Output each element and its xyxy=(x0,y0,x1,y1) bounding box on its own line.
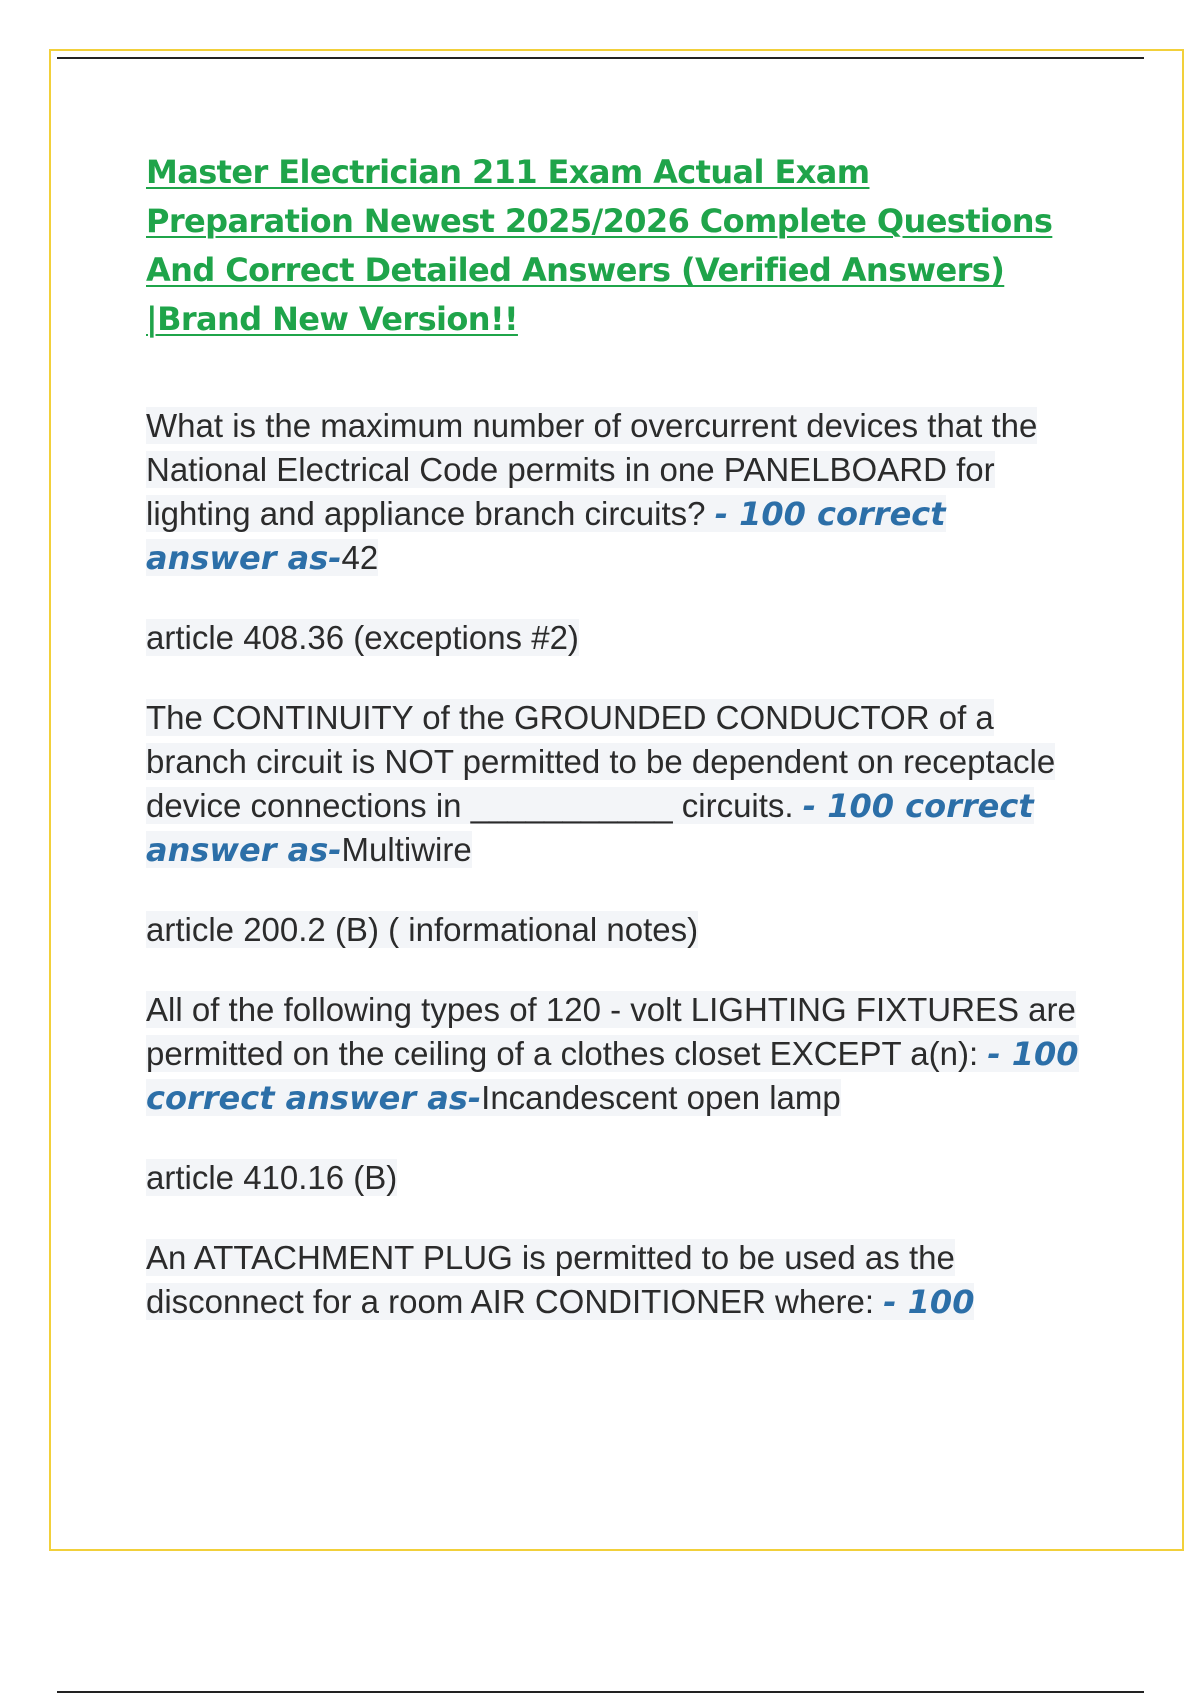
reference-text: article 410.16 (B) xyxy=(146,1159,398,1196)
qa-entry xyxy=(146,1236,1081,1324)
answer-marker: - 100 correct answer as- xyxy=(146,495,946,577)
document-title: Master Electrician 211 Exam Actual Exam Preparation Newest 2025/2026 Complete Questions And Correct Detailed Answers (Verified Answers) |Brand New Version!! xyxy=(146,153,1053,338)
question-text: The CONTINUITY of the GROUNDED CONDUCTOR of a branch circuit is NOT permitted to be dependent on receptacle device connections in ___________ circuits. xyxy=(146,699,1056,824)
question-block xyxy=(146,404,1081,580)
question-block xyxy=(146,988,1081,1120)
reference-text: article 408.36 (exceptions #2) xyxy=(146,619,579,656)
question-block xyxy=(146,696,1081,872)
answer-marker: - 100 xyxy=(883,1283,975,1321)
qa-entry xyxy=(146,696,1081,952)
footer-rule xyxy=(57,1691,1144,1693)
question-text: An ATTACHMENT PLUG is permitted to be used as the disconnect for a room AIR CONDITIONER where: xyxy=(146,1239,955,1320)
question-text: All of the following types of 120 - volt LIGHTING FIXTURES are permitted on the ceiling of a clothes closet EXCEPT a(n): xyxy=(146,991,1076,1072)
document-body xyxy=(146,148,1081,1324)
question-block xyxy=(146,1236,1081,1324)
qa-entry xyxy=(146,404,1081,660)
answer-marker: - 100 correct answer as- xyxy=(146,787,1034,869)
answer-text: 42 xyxy=(341,539,379,576)
header-rule xyxy=(57,57,1144,59)
qa-entry xyxy=(146,988,1081,1200)
question-text: What is the maximum number of overcurrent devices that the National Electrical Code permits in one PANELBOARD for lighting and appliance branch circuits? xyxy=(146,407,1038,532)
answer-text: Incandescent open lamp xyxy=(481,1079,841,1116)
reference-text: article 200.2 (B) ( informational notes) xyxy=(146,911,699,948)
answer-text: Multiwire xyxy=(341,831,472,868)
answer-marker: - 100 correct answer as- xyxy=(146,1035,1079,1117)
